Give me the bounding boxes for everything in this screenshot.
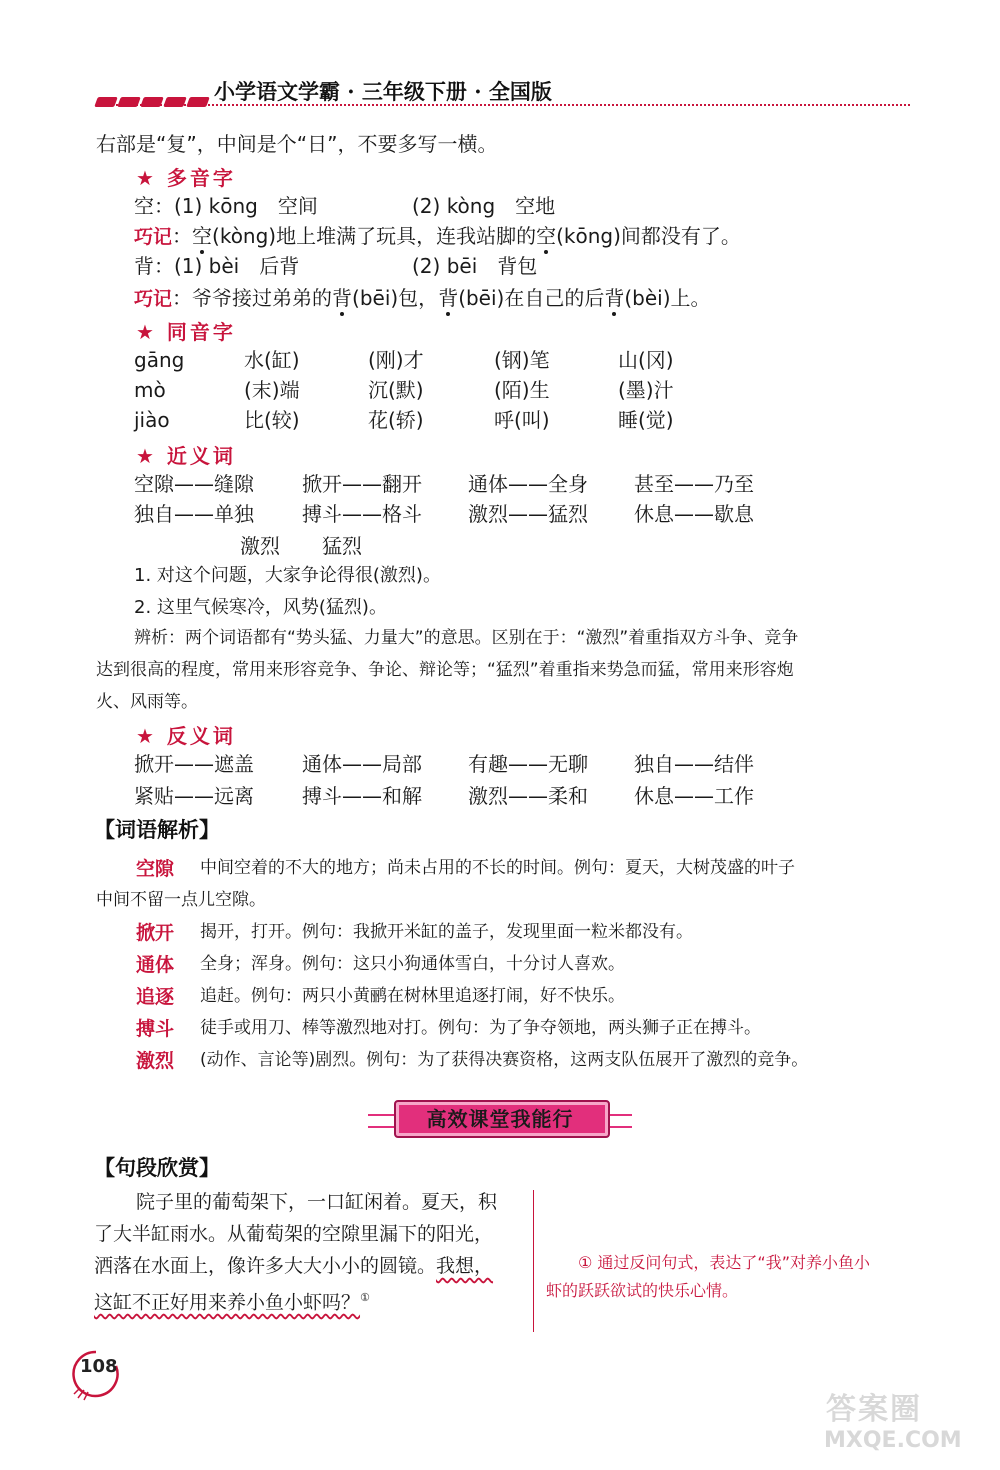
term-label: 追逐 [136, 986, 175, 1008]
homophone-cell: (墨)汁 [618, 378, 674, 402]
mnemonic-label: 巧记 [134, 226, 173, 248]
homophone-cell: gāng [134, 348, 185, 372]
kong-mnemonic: 巧记：空(kòng)地上堆满了玩具，连我站脚的空(kōng)间都没有了。 [134, 224, 741, 248]
example-2: 2. 这里气候寒冷，风势(猛烈)。 [134, 597, 387, 618]
passage-line-1: 院子里的葡萄架下，一口缸闲着。夏天，积 [136, 1191, 498, 1213]
homophone-cell: (末)端 [244, 378, 300, 402]
homophone-heading: ★ 同音字 [136, 320, 236, 344]
homophone-cell: mò [134, 378, 166, 402]
antonym-pair: 搏斗——和解 [302, 784, 422, 808]
term-label: 搏斗 [136, 1018, 175, 1040]
synonym-pair: 通体——全身 [468, 472, 588, 496]
homophone-cell: jiào [134, 408, 170, 432]
term-definition: 徒手或用刀、棒等激烈地对打。例句：为了争夺领地，两头狮子正在搏斗。 [200, 1018, 761, 1038]
homophone-cell: 比(较) [244, 408, 300, 432]
word-analysis-heading: 【词语解析】 [94, 818, 220, 842]
antonym-pair: 紧贴——远离 [134, 784, 254, 808]
analysis-line-1: 辨析：两个词语都有“势头猛、力量大”的意思。区别在于：“激烈”着重指双方斗争、竞争 [134, 628, 799, 648]
homophone-cell: 水(缸) [244, 348, 300, 372]
kong-reading-2: (2) kòng 空地 [412, 194, 556, 218]
term-definition: 揭开，打开。例句：我掀开米缸的盖子，发现里面一粒米都没有。 [200, 922, 693, 942]
synonym-pair: 甚至——乃至 [634, 472, 754, 496]
analysis-line-2: 达到很高的程度，常用来形容竞争、争论、辩论等；“猛烈”着重指来势急而猛，常用来形容炮 [96, 660, 794, 680]
homophone-cell: (陌)生 [494, 378, 550, 402]
header-decoration [96, 92, 214, 104]
bei-mnemonic: 巧记：爷爷接过弟弟的背(bēi)包，背(bēi)在自己的后背(bèi)上。 [134, 286, 711, 310]
header-rule [96, 104, 910, 106]
antonym-pair: 掀开——遮盖 [134, 752, 254, 776]
antonym-heading: ★ 反义词 [136, 724, 236, 748]
book-title: 小学语文学霸 · 三年级下册 · 全国版 [214, 79, 552, 104]
bei-reading-2: (2) bēi 背包 [412, 254, 538, 278]
section-banner [368, 1100, 632, 1136]
antonym-pair: 激烈——柔和 [468, 784, 588, 808]
discrimination-word-1: 激烈 [240, 534, 280, 558]
page-number: 108 [80, 1356, 118, 1377]
homophone-cell: (钢)笔 [494, 348, 550, 372]
synonym-pair: 空隙——缝隙 [134, 472, 254, 496]
kong-reading-1: 空：(1) kōng 空间 [134, 194, 318, 218]
term-definition-cont: 中间不留一点儿空隙。 [96, 890, 266, 910]
synonym-pair: 搏斗——格斗 [302, 502, 422, 526]
synonym-heading: ★ 近义词 [136, 444, 236, 468]
polyphonic-heading: ★ 多音字 [136, 166, 236, 190]
wavy-underline: 这缸不正好用来养小鱼小虾吗？ [94, 1291, 361, 1314]
homophone-cell: 沉(默) [368, 378, 424, 402]
antonym-pair: 休息——工作 [634, 784, 754, 808]
intro-line: 右部是“复”，中间是个“日”，不要多写一横。 [96, 132, 498, 156]
footnote-marker: ① [360, 1291, 370, 1304]
discrimination-word-2: 猛烈 [322, 534, 362, 558]
homophone-cell: 花(轿) [368, 408, 424, 432]
appreciation-heading: 【句段欣赏】 [94, 1156, 220, 1180]
synonym-pair: 掀开——翻开 [302, 472, 422, 496]
mnemonic-label: 巧记 [134, 288, 173, 310]
term-label: 空隙 [136, 858, 175, 880]
term-definition: 中间空着的不大的地方；尚未占用的不长的时间。例句：夏天，大树茂盛的叶子 [200, 858, 795, 878]
antonym-pair: 通体——局部 [302, 752, 422, 776]
term-definition: (动作、言论等)剧烈。例句：为了获得决赛资格，这两支队伍展开了激烈的竞争。 [200, 1050, 809, 1070]
note-line-2: 虾的跃跃欲试的快乐心情。 [546, 1281, 739, 1300]
passage-line-3: 洒落在水面上，像许多大大小小的圆镜。我想， [94, 1255, 494, 1277]
watermark-logo: 答案圈 [826, 1392, 922, 1427]
synonym-pair: 激烈——猛烈 [468, 502, 588, 526]
homophone-cell: (刚)才 [368, 348, 424, 372]
synonym-pair: 独自——单独 [134, 502, 254, 526]
bei-reading-1: 背：(1) bèi 后背 [134, 254, 300, 278]
passage-line-4 [94, 1284, 370, 1316]
watermark-url: MXQE.COM [824, 1428, 962, 1453]
note-divider [533, 1190, 534, 1332]
synonym-pair: 休息——歇息 [634, 502, 754, 526]
term-label: 激烈 [136, 1050, 175, 1072]
term-label: 通体 [136, 954, 175, 976]
note-line-1: ① 通过反问句式，表达了“我”对养小鱼小 [578, 1253, 871, 1272]
analysis-line-3: 火、风雨等。 [96, 692, 198, 712]
homophone-cell: 睡(觉) [618, 408, 674, 432]
antonym-pair: 独自——结伴 [634, 752, 754, 776]
example-1: 1. 对这个问题，大家争论得很(激烈)。 [134, 565, 441, 586]
term-definition: 追赶。例句：两只小黄鹂在树林里追逐打闹，好不快乐。 [200, 986, 625, 1006]
homophone-cell: 呼(叫) [494, 408, 550, 432]
term-definition: 全身；浑身。例句：这只小狗通体雪白，十分讨人喜欢。 [200, 954, 625, 974]
term-label: 掀开 [136, 922, 175, 944]
banner-label: 高效课堂我能行 [426, 1107, 574, 1131]
homophone-cell: 山(冈) [618, 348, 674, 372]
wavy-underline: 我想， [436, 1255, 494, 1277]
passage-line-2: 了大半缸雨水。从葡萄架的空隙里漏下的阳光， [94, 1223, 494, 1245]
antonym-pair: 有趣——无聊 [468, 752, 588, 776]
